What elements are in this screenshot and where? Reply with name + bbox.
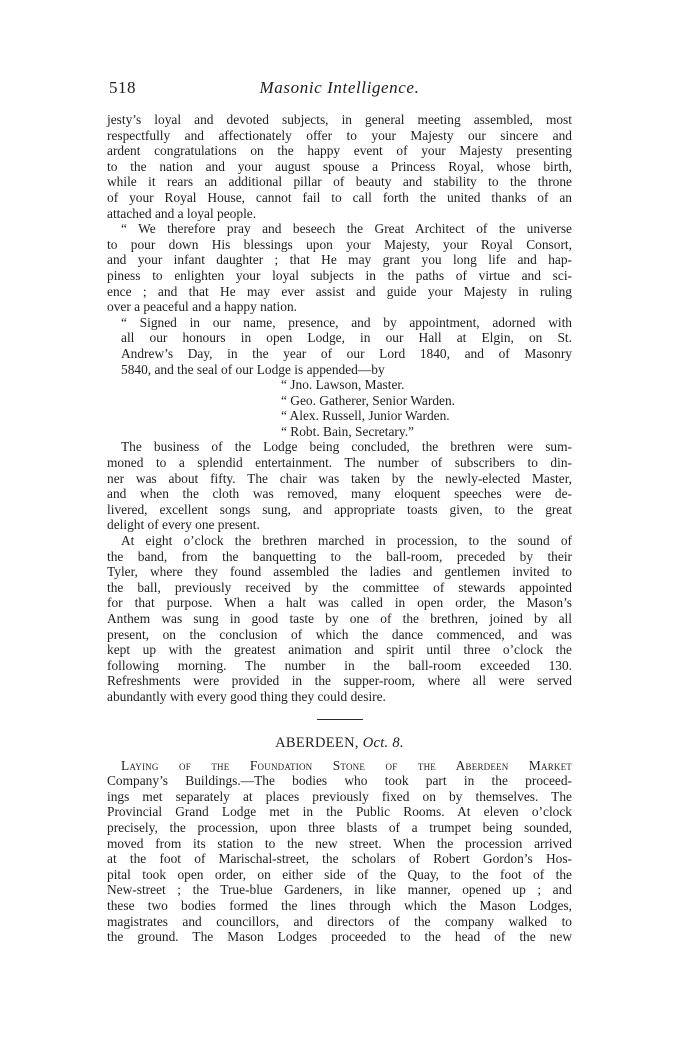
text-line: Andrew’s Day, in the year of our Lord 1840, and of Masonry xyxy=(121,345,572,361)
text-line: Company’s Buildings.—The bodies who took part in the proceed- xyxy=(107,773,572,789)
text-line: delight of every one present. xyxy=(107,517,260,533)
text-line: precisely, the procession, upon three blasts of a trumpet being sounded, xyxy=(107,819,572,835)
text-line: ence ; and that He may ever assist and guide your Majesty in ruling xyxy=(107,283,572,299)
signature-line: “ Robt. Bain, Secretary.” xyxy=(281,423,414,439)
text-line: to pour down His blessings upon your Majesty, your Royal Consort, xyxy=(107,236,572,252)
section-heading xyxy=(107,734,572,752)
text-line: The business of the Lodge being concluded, the brethren were sum- xyxy=(121,439,572,455)
text-line: piness to enlighten your loyal subjects in the paths of virtue and sci- xyxy=(107,267,572,283)
text-line: for that purpose. When a halt was called in open order, the Mason’s xyxy=(107,595,572,611)
text-line: attached and a loyal people. xyxy=(107,205,257,221)
business-paragraph xyxy=(107,439,572,533)
text-line: the ball, previously received by the committee of stewards appointed xyxy=(107,579,572,595)
lead-in-line: Laying of the Foundation Stone of the Aberdeen Market xyxy=(121,757,572,773)
text-line: “ Signed in our name, presence, and by appointment, adorned with xyxy=(121,314,572,330)
text-line: and your infant daughter ; that He may grant you long life and hap- xyxy=(107,252,572,268)
text-line: pital took open order, on either side of the Quay, to the foot of the xyxy=(107,866,572,882)
text-line: livered, excellent songs sung, and appropriate toasts given, to the great xyxy=(107,501,572,517)
text-line: while it rears an additional pillar of beauty and stability to the throne xyxy=(107,174,572,190)
text-line: At eight o’clock the brethren marched in procession, to the sound of xyxy=(121,533,572,549)
heading-date: Oct. 8. xyxy=(362,734,404,751)
text-line: magistrates and councillors, and directors of the company walked to xyxy=(107,913,572,929)
signed-paragraph xyxy=(107,315,572,377)
running-title: Masonic Intelligence. xyxy=(259,78,420,97)
text-line: and when the cloth was removed, many eloquent speeches were de- xyxy=(107,486,572,502)
text-line: “ We therefore pray and beseech the Great Architect of the universe xyxy=(121,221,572,237)
text-line: the ground. The Mason Lodges proceeded to the head of the new xyxy=(107,929,572,945)
book-page xyxy=(107,78,572,945)
heading-place: ABERDEEN, xyxy=(275,734,359,751)
procession-paragraph xyxy=(107,533,572,705)
running-head xyxy=(107,78,572,102)
text-line: these two bodies formed the lines through which the Mason Lodges, xyxy=(107,897,572,913)
text-line: New-street ; the True-blue Gardeners, in like manner, opened up ; and xyxy=(107,882,572,898)
text-line: moved from its station to the new street. When the procession arrived xyxy=(107,835,572,851)
text-line: Refreshments were provided in the supper-room, where all were served xyxy=(107,673,572,689)
page-number: 518 xyxy=(109,78,136,97)
text-line: kept up with the greatest animation and spirit until three o’clock the xyxy=(107,642,572,658)
signature-line: “ Jno. Lawson, Master. xyxy=(281,377,405,393)
text-line: over a peaceful and a happy nation. xyxy=(107,299,297,315)
text-line: abundantly with every good thing they could desire. xyxy=(107,688,386,704)
text-line: following morning. The number in the ball-room exceeded 130. xyxy=(107,657,572,673)
text-line: the band, from the banquetting to the ball-room, preceded by their xyxy=(107,548,572,564)
text-line: Provincial Grand Lodge met in the Public Rooms. At eleven o’clock xyxy=(107,804,572,820)
text-line: all our honours in open Lodge, in our Hall at Elgin, on St. xyxy=(121,330,572,346)
text-line: Anthem was sung in good taste by one of the brethren, joined by all xyxy=(107,611,572,626)
signature-line: “ Geo. Gatherer, Senior Warden. xyxy=(281,392,456,408)
text-line: to the nation and your august spouse a Princess Royal, whose birth, xyxy=(107,158,572,174)
text-line: respectfully and affectionately offer to your Majesty our sincere and xyxy=(107,127,572,143)
text-line: Tyler, where they found assembled the ladies and gentlemen invited to xyxy=(107,564,572,580)
text-line: ings met separately at places previously fixed on by themselves. The xyxy=(107,788,572,804)
text-line: ardent congratulations on the happy event of your Majesty presenting xyxy=(107,143,572,159)
text-line: of your Royal House, cannot fail to call forth the united thanks of an xyxy=(107,189,572,205)
text-line: at the foot of Marischal-street, the scholars of Robert Gordon’s Hos- xyxy=(107,851,572,867)
section-divider xyxy=(317,719,363,720)
text-line: present, on the conclusion of which the dance commenced, and was xyxy=(107,626,572,642)
text-line: ner was about fifty. The chair was taken by the newly-elected Master, xyxy=(107,470,572,486)
prayer-paragraph xyxy=(107,221,572,315)
signature-line: “ Alex. Russell, Junior Warden. xyxy=(281,408,450,424)
text-line: 5840, and the seal of our Lodge is appended—by xyxy=(121,361,385,377)
aberdeen-paragraph xyxy=(107,758,572,945)
text-line: jesty’s loyal and devoted subjects, in general meeting assembled, most xyxy=(107,112,572,127)
address-end-paragraph xyxy=(107,112,572,221)
signatures-block xyxy=(107,377,572,439)
text-line: moned to a splendid entertainment. The number of subscribers to din- xyxy=(107,455,572,471)
